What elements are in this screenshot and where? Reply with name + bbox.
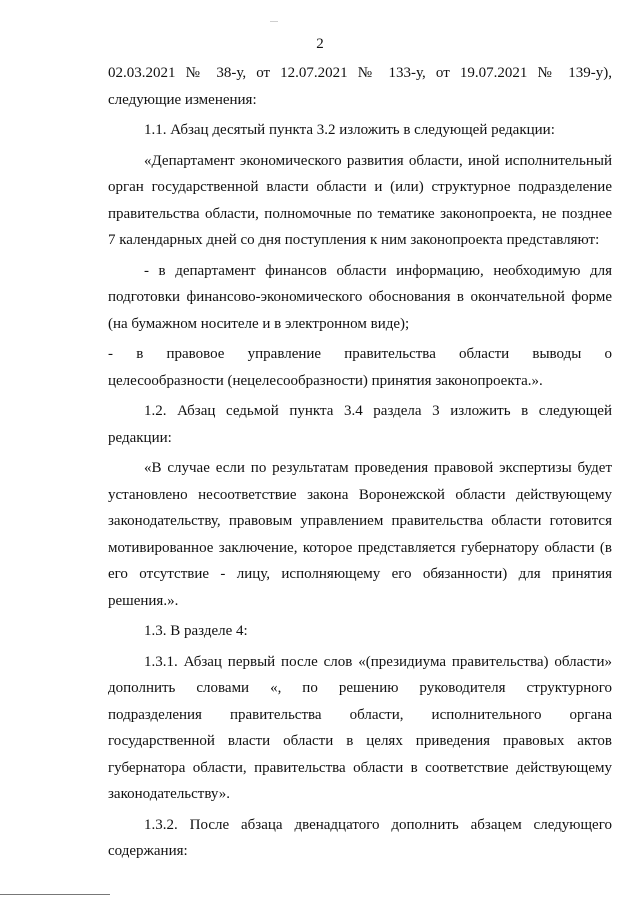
quote-line: орган государственной власти области и (или) структурное подразделение	[108, 179, 612, 195]
paragraph-1-2: 1.2. Абзац седьмой пункта 3.4 раздела 3 изложить в следующей	[144, 403, 612, 419]
quote-line: установлено несоответствие закона Воронежской области действующему	[108, 486, 612, 503]
quote-line: решения.».	[108, 592, 179, 609]
list-item-line: целесообразности (нецелесообразности) принятия законопроекта.».	[108, 372, 543, 389]
text-line: государственной власти области в целях приведения правовых актов	[108, 733, 612, 749]
paragraph-1-1: 1.1. Абзац десятый пункта 3.2 изложить в следующей редакции:	[144, 122, 555, 138]
document-body	[108, 60, 612, 865]
text-line: губернатора области, правительства области в соответствие действующему	[108, 759, 612, 776]
quote-line: «Департамент экономического развития области, иной исполнительный	[144, 152, 612, 169]
text-line: следующие изменения:	[108, 91, 257, 108]
list-item-line: - в правовое управление правительства области выводы о	[108, 346, 612, 362]
text-line: содержания:	[108, 843, 188, 859]
text-line: редакции:	[108, 429, 172, 446]
text-line: дополнить словами «, по решению руководителя структурного	[108, 680, 612, 696]
list-item-line: - в департамент финансов области информацию, необходимую для	[144, 262, 612, 279]
scan-mark	[270, 21, 278, 22]
quote-line: законодательству, правовым управлением правительства области готовится	[108, 513, 612, 529]
quote-line: правительства области, полномочные по тематике законопроекта, не позднее	[108, 205, 612, 222]
list-item-line: (на бумажном носителе и в электронном виде);	[108, 315, 410, 332]
paragraph-1-3-2: 1.3.2. После абзаца двенадцатого дополнить абзацем следующего	[144, 816, 612, 833]
quote-line: мотивированное заключение, которое представляется губернатору области (в	[108, 539, 612, 556]
paragraph-1-3-1: 1.3.1. Абзац первый после слов «(президиума правительства) области»	[144, 653, 612, 670]
page-number: 2	[316, 36, 324, 52]
paragraph-1-3: 1.3. В разделе 4:	[144, 623, 248, 639]
footer-divider	[0, 894, 110, 895]
list-item-line: подготовки финансово-экономического обоснования в окончательной форме	[108, 289, 612, 305]
text-line: 02.03.2021 № 38-у, от 12.07.2021 № 133-у, от 19.07.2021 № 139-у),	[108, 65, 612, 81]
text-line: законодательству».	[108, 786, 231, 802]
quote-line: «В случае если по результатам проведения правовой экспертизы будет	[144, 460, 612, 476]
text-line: подразделения правительства области, исполнительного органа	[108, 706, 612, 723]
quote-line: 7 календарных дней со дня поступления к ним законопроекта представляют:	[108, 232, 600, 248]
quote-line: его отсутствие - лицу, исполняющему его обязанности) для принятия	[108, 566, 612, 582]
